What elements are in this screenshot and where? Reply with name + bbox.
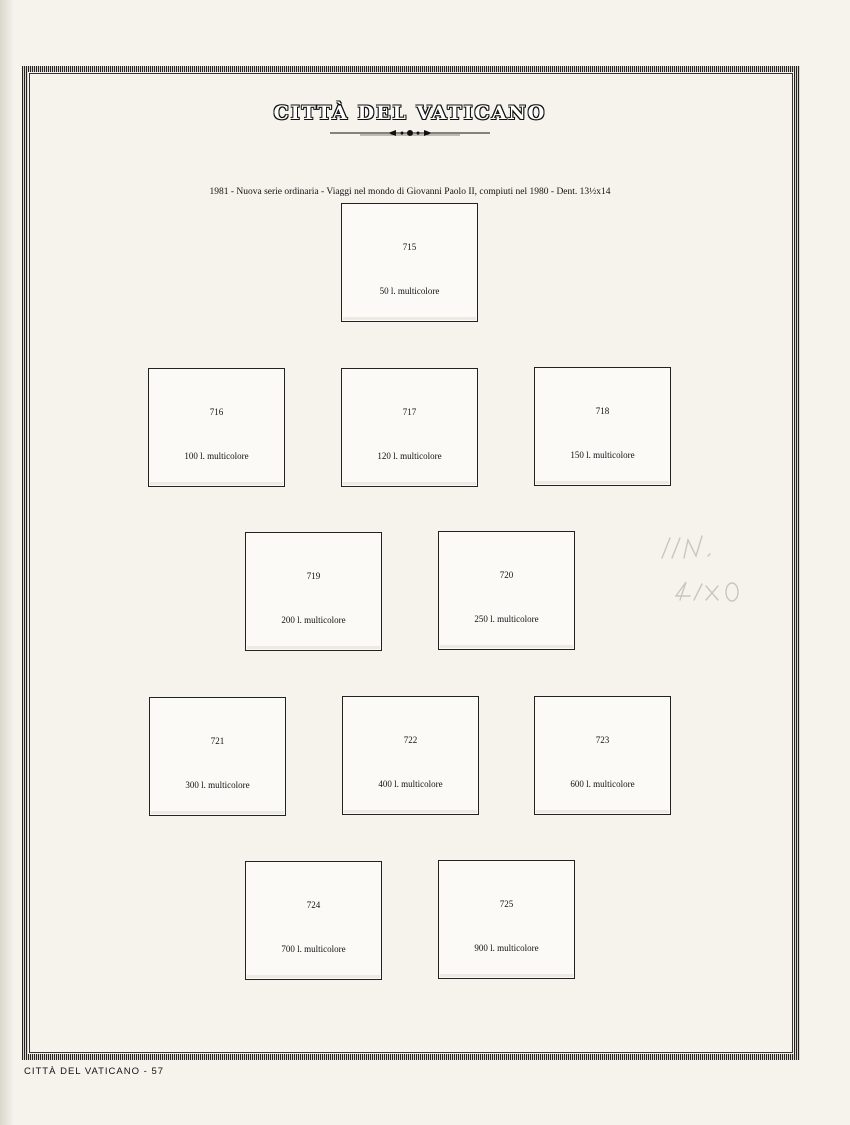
page-title: CITTÀ DEL VATICANO — [273, 102, 547, 124]
stamp-slot-721 — [149, 697, 286, 816]
stamp-description: 250 l. multicolore — [474, 614, 539, 624]
stamp-description: 150 l. multicolore — [570, 450, 635, 460]
handwritten-pencil-note — [650, 530, 760, 610]
stamp-slot-720 — [438, 531, 575, 650]
series-description: 1981 - Nuova serie ordinaria - Viaggi nel mondo di Giovanni Paolo II, compiuti nel 1980 - Dent. 13½x14 — [209, 187, 611, 197]
stamp-slot-724 — [245, 861, 382, 980]
stamp-slot-715 — [341, 203, 478, 322]
stamp-description: 100 l. multicolore — [184, 451, 249, 461]
stamp-description: 400 l. multicolore — [378, 779, 443, 789]
stamp-number: 725 — [499, 899, 514, 909]
stamp-slot-718 — [534, 367, 671, 486]
stamp-number: 722 — [403, 735, 418, 745]
stamp-description: 120 l. multicolore — [377, 451, 442, 461]
stamp-number: 718 — [595, 406, 610, 416]
stamp-slot-725 — [438, 860, 575, 979]
stamp-description: 600 l. multicolore — [570, 779, 635, 789]
stamp-number: 715 — [402, 242, 417, 252]
stamp-slot-723 — [534, 696, 671, 815]
stamp-number: 720 — [499, 570, 514, 580]
stamp-slot-717 — [341, 368, 478, 487]
stamp-slot-716 — [148, 368, 285, 487]
stamp-description: 200 l. multicolore — [281, 615, 346, 625]
stamp-number: 716 — [209, 407, 224, 417]
stamp-description: 300 l. multicolore — [185, 780, 250, 790]
stamp-number: 723 — [595, 735, 610, 745]
stamp-number: 717 — [402, 407, 417, 417]
stamp-description: 900 l. multicolore — [474, 943, 539, 953]
binder-edge — [0, 0, 14, 1125]
ornamental-divider-icon — [320, 126, 500, 140]
stamp-slot-719 — [245, 532, 382, 651]
stamp-number: 721 — [210, 736, 225, 746]
stamp-number: 719 — [306, 571, 321, 581]
page-footer: CITTÀ DEL VATICANO - 57 — [24, 1066, 165, 1077]
stamp-number: 724 — [306, 900, 321, 910]
stamp-description: 50 l. multicolore — [379, 286, 440, 296]
stamp-description: 700 l. multicolore — [281, 944, 346, 954]
stamp-slot-722 — [342, 696, 479, 815]
